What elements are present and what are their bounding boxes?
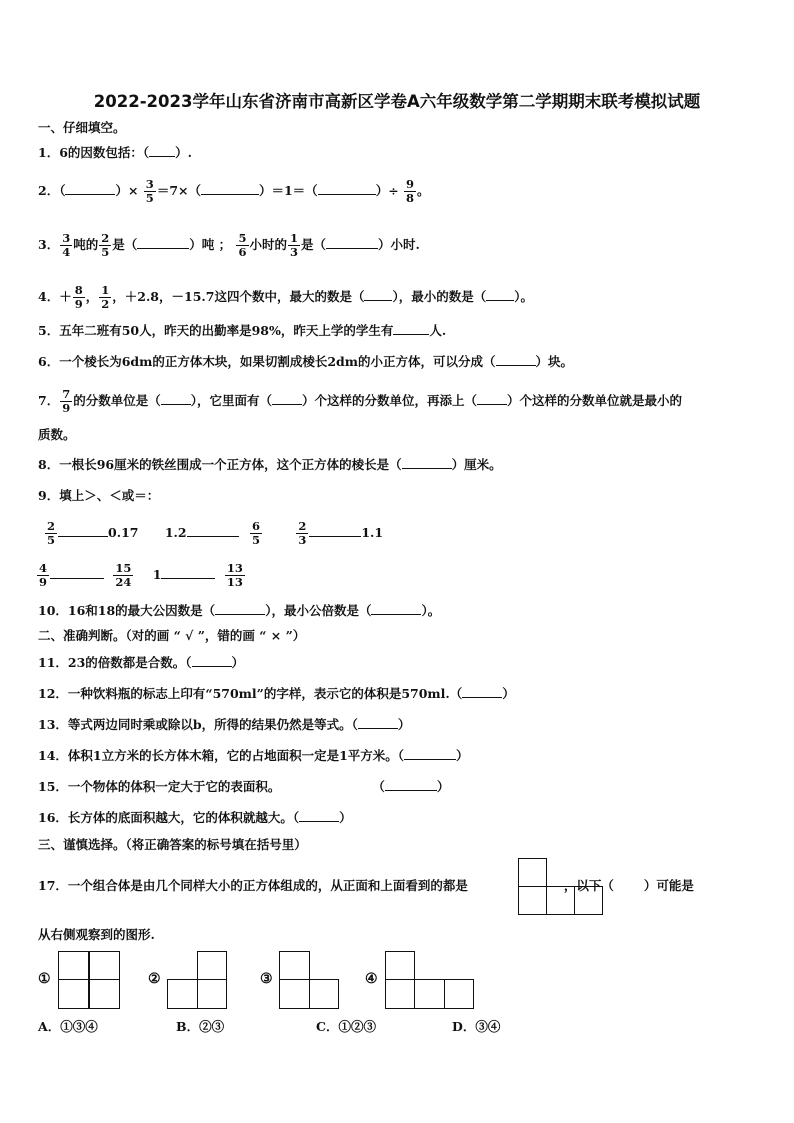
question-3: 3． $\frac{3}{4}$ 吨的 $\frac{2}{5}$ 是（ ）吨 ； $\frac{5}{6}$ 小时的 $\frac{1}{3}$ 是（ ）小时.: [38, 231, 420, 259]
question-13: 13．等式两边同时乘或除以b，所得的结果仍然是等式。（ ）: [38, 717, 411, 732]
answer-blank[interactable]: [215, 602, 265, 615]
fraction: $\frac{1}{2}$: [101, 283, 110, 311]
choice-d[interactable]: D．③④: [452, 1019, 501, 1034]
compare-row-2: $\frac{4}{9}$ $\frac{15}{24}$ 1 $\frac{13}{13}$: [39, 561, 243, 589]
fraction: $\frac{1}{3}$: [290, 231, 299, 259]
fraction: $\frac{8}{9}$: [74, 283, 83, 311]
question-14: 14．体积1立方米的长方体木箱，它的占地面积一定是1平方米。（ ）: [38, 748, 469, 763]
answer-blank[interactable]: [371, 602, 421, 615]
answer-blank[interactable]: [50, 566, 104, 579]
fraction: $\frac{4}{9}$: [39, 561, 48, 589]
answer-blank[interactable]: [385, 778, 437, 791]
choice-a[interactable]: A．①③④: [38, 1019, 98, 1034]
answer-blank[interactable]: [404, 747, 456, 760]
answer-blank[interactable]: [299, 809, 339, 822]
figure-1-grid: [58, 951, 120, 1009]
compare-row-1: $\frac{2}{5}$ 0.17 1.2 $\frac{6}{5}$ $\frac{2}{3}$ 1.1: [47, 519, 384, 547]
fraction: $\frac{13}{13}$: [226, 561, 243, 589]
fraction: $\frac{2}{5}$: [47, 519, 56, 547]
section-3-heading: 三、谨慎选择。（将正确答案的标号填在括号里）: [38, 837, 307, 852]
answer-blank[interactable]: [187, 524, 239, 537]
figure-2-grid: [167, 951, 227, 1009]
question-15: 15．一个物体的体积一定大于它的表面积。 （ ）: [38, 779, 450, 794]
answer-blank[interactable]: [161, 566, 215, 579]
question-7: 7． $\frac{7}{9}$ 的分数单位是（ ），它里面有（ ）个这样的分数单位，再添上（ ）个这样的分数单位就是最小的: [38, 387, 683, 415]
answer-blank[interactable]: [309, 524, 361, 537]
fraction: $\frac{15}{24}$: [115, 561, 132, 589]
figure-4-label: ④: [365, 971, 378, 987]
fraction: $\frac{6}{5}$: [251, 519, 260, 547]
answer-blank[interactable]: [58, 524, 108, 537]
answer-blank[interactable]: [358, 716, 398, 729]
question-2: 2．（ ）× $\frac{3}{5}$ ＝7×（ ）＝1＝（ ）÷ $\frac{9}{8}$ 。: [38, 177, 430, 205]
figure-3-label: ③: [260, 971, 273, 987]
section-2-heading: 二、准确判断。（对的画 “ √ ”，错的画 “ × ”）: [38, 628, 306, 643]
question-1: 1．6的因数包括：（ ）.: [38, 145, 193, 160]
answer-blank[interactable]: [496, 353, 536, 366]
answer-blank[interactable]: [326, 236, 378, 249]
question-11: 11．23的倍数都是合数。（ ）: [38, 655, 245, 670]
fraction: $\frac{5}{6}$: [238, 231, 247, 259]
question-16: 16．长方体的底面积越大，它的体积就越大。（ ）: [38, 810, 352, 825]
figure-4-grid: [385, 951, 474, 1009]
fraction: $\frac{9}{8}$: [406, 177, 415, 205]
question-9: 9．填上＞、＜或＝：: [38, 488, 160, 503]
answer-blank[interactable]: [402, 456, 452, 469]
front-top-view-figure: [518, 858, 608, 916]
question-17: 17．一个组合体是由几个同样大小的正方体组成的，从正面和上面看到的都是 ，以下（ ）可能是: [38, 878, 694, 893]
answer-blank[interactable]: [149, 144, 175, 157]
fraction: $\frac{3}{4}$: [62, 231, 71, 259]
answer-blank[interactable]: [65, 182, 115, 195]
answer-blank[interactable]: [272, 392, 302, 405]
question-5: 5．五年二班有50人，昨天的出勤率是98%，昨天上学的学生有 人.: [38, 323, 447, 338]
answer-blank[interactable]: [364, 288, 392, 301]
answer-blank[interactable]: [462, 685, 502, 698]
fraction: $\frac{7}{9}$: [62, 387, 71, 415]
fraction: $\frac{2}{3}$: [298, 519, 307, 547]
figure-1-label: ①: [38, 971, 51, 987]
question-10: 10．16和18的最大公因数是（ ），最小公倍数是（ ）。: [38, 603, 441, 618]
question-12: 12．一种饮料瓶的标志上印有“570ml”的字样，表示它的体积是570ml.（ ）: [38, 686, 515, 701]
question-8: 8．一根长96厘米的铁丝围成一个正方体，这个正方体的棱长是（ ）厘米。: [38, 457, 502, 472]
fraction: $\frac{3}{5}$: [145, 177, 154, 205]
answer-blank[interactable]: [201, 182, 259, 195]
figure-3-grid: [279, 951, 339, 1009]
choice-c[interactable]: C．①②③: [316, 1019, 376, 1034]
answer-blank[interactable]: [486, 288, 514, 301]
page-title: 2022-2023学年山东省济南市高新区学卷A六年级数学第二学期期末联考模拟试题: [93, 92, 701, 111]
question-7-continued: 质数。: [38, 427, 76, 442]
question-4: 4．＋ $\frac{8}{9}$ ， $\frac{1}{2}$ ，＋2.8，－15.7这四个数中，最大的数是（ ），最小的数是（ ）。: [38, 283, 533, 311]
question-6: 6．一个棱长为6dm的正方体木块，如果切割成棱长2dm的小正方体，可以分成（ ）块。: [38, 354, 574, 369]
section-1-heading: 一、仔细填空。: [38, 120, 126, 135]
answer-blank[interactable]: [477, 392, 507, 405]
answer-blank[interactable]: [393, 322, 429, 335]
fraction: $\frac{2}{5}$: [101, 231, 110, 259]
answer-blank[interactable]: [161, 392, 191, 405]
answer-blank[interactable]: [318, 182, 376, 195]
choice-b[interactable]: B．②③: [176, 1019, 225, 1034]
figure-2-label: ②: [148, 971, 161, 987]
answer-blank[interactable]: [137, 236, 189, 249]
question-17-continued: 从右侧观察到的图形.: [38, 927, 155, 942]
answer-blank[interactable]: [192, 654, 232, 667]
